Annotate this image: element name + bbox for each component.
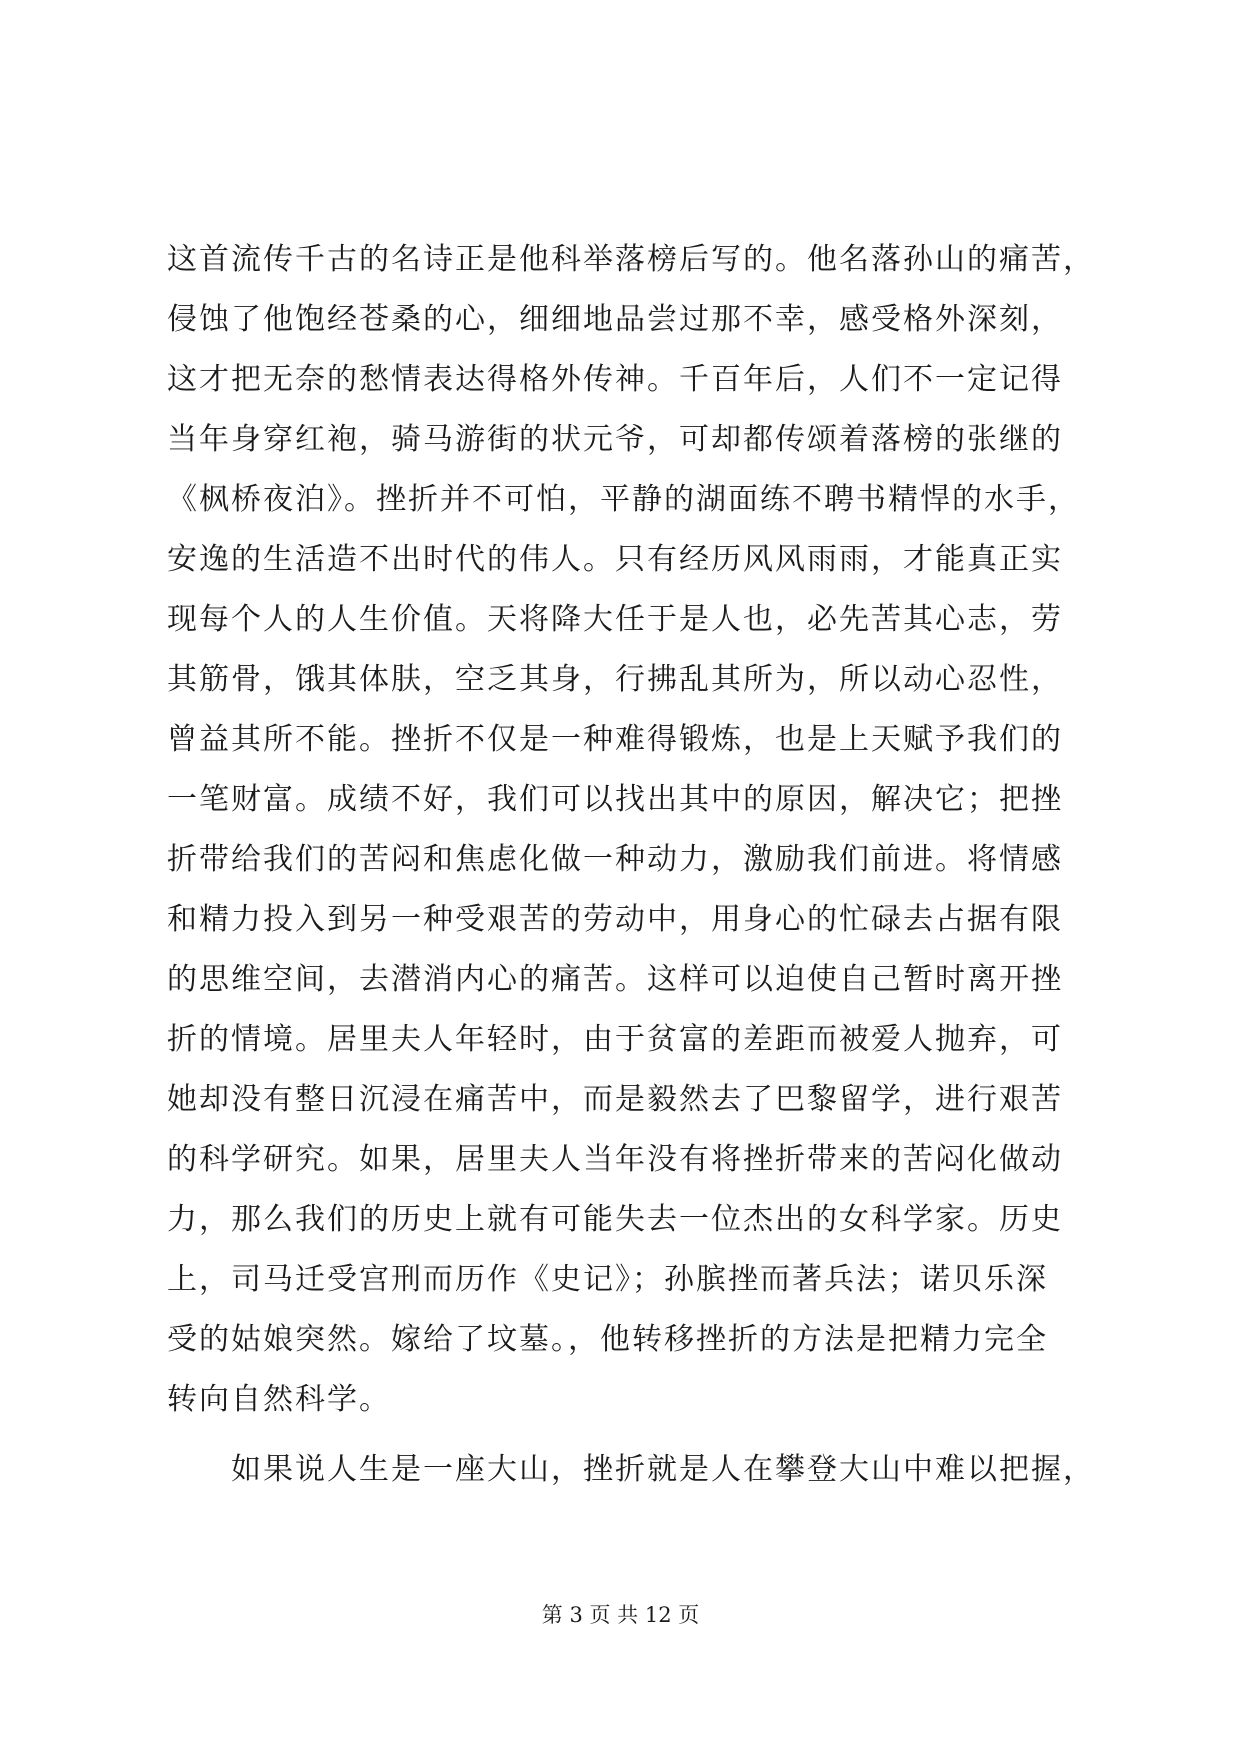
text-line: 现每个人的人生价值。天将降大任于是人也，必先苦其心志，劳 bbox=[167, 602, 1063, 637]
text-line: 转向自然科学。 bbox=[167, 1382, 391, 1417]
text-line: 一笔财富。成绩不好，我们可以找出其中的原因，解决它；把挫 bbox=[167, 782, 1063, 817]
text-line: 的思维空间，去潜消内心的痛苦。这样可以迫使自己暂时离开挫 bbox=[167, 962, 1063, 997]
text-line: 和精力投入到另一种受艰苦的劳动中，用身心的忙碌去占据有限 bbox=[167, 902, 1063, 937]
text-line: 折的情境。居里夫人年轻时，由于贫富的差距而被爱人抛弃，可 bbox=[167, 1022, 1063, 1057]
text-line: 受的姑娘突然。嫁给了坟墓。，他转移挫折的方法是把精力完全 bbox=[167, 1322, 1048, 1357]
text-line: 《枫桥夜泊》。挫折并不可怕，平静的湖面练不聘书精悍的水手， bbox=[167, 482, 1080, 517]
text-line: 曾益其所不能。挫折不仅是一种难得锻炼，也是上天赋予我们的 bbox=[167, 722, 1063, 757]
text-line: 这才把无奈的愁情表达得格外传神。千百年后，人们不一定记得 bbox=[167, 362, 1063, 397]
text-line: 侵蚀了他饱经苍桑的心，细细地品尝过那不幸，感受格外深刻， bbox=[167, 302, 1063, 337]
text-line: 的科学研究。如果，居里夫人当年没有将挫折带来的苦闷化做动 bbox=[167, 1142, 1063, 1177]
text-line: 这首流传千古的名诗正是他科举落榜后写的。他名落孙山的痛苦， bbox=[167, 242, 1095, 277]
text-line: 她却没有整日沉浸在痛苦中，而是毅然去了巴黎留学，进行艰苦 bbox=[167, 1082, 1063, 1117]
text-line: 其筋骨，饿其体肤，空乏其身，行拂乱其所为，所以动心忍性， bbox=[167, 662, 1063, 697]
text-line: 力，那么我们的历史上就有可能失去一位杰出的女科学家。历史 bbox=[167, 1202, 1063, 1237]
text-line: 安逸的生活造不出时代的伟人。只有经历风风雨雨，才能真正实 bbox=[167, 542, 1063, 577]
text-line: 上，司马迁受宫刑而历作《史记》；孙膑挫而著兵法；诺贝乐深 bbox=[167, 1262, 1048, 1297]
page-number-footer: 第 3 页 共 12 页 bbox=[541, 1603, 700, 1627]
paragraph-first-line: 如果说人生是一座大山，挫折就是人在攀登大山中难以把握， bbox=[167, 1452, 1095, 1487]
text-line: 当年身穿红袍，骑马游街的状元爷，可却都传颂着落榜的张继的 bbox=[167, 422, 1063, 457]
text-line: 折带给我们的苦闷和焦虑化做一种动力，激励我们前进。将情感 bbox=[167, 842, 1063, 877]
